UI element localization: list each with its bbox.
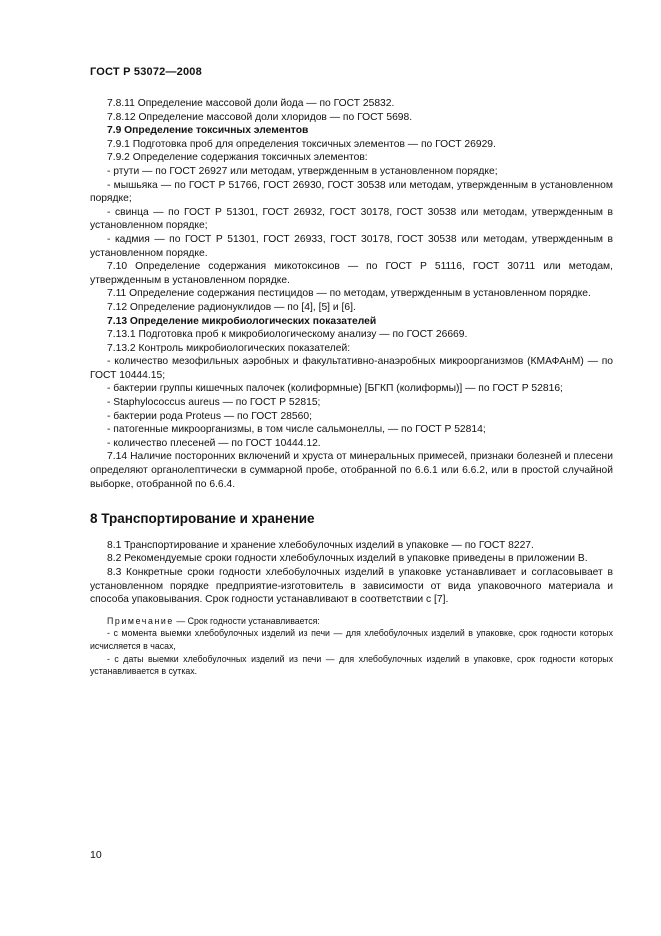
paragraph: - количество мезофильных аэробных и факультативно-анаэробных микроорганизмов (КМАФАнМ) — по ГОСТ 10444.15;	[90, 356, 613, 381]
section-8-heading: 8 Транспортирование и хранение	[90, 511, 315, 527]
paragraph: 7.14 Наличие посторонних включений и хруста от минеральных примесей, признаки болезней и плесени определяют органолептически в суммарной пробе, отобранной по 6.6.1 или 6.6.2, или в простой случайной выборке, отобранной по 6.6.4.	[90, 451, 613, 490]
paragraph: - мышьяка — по ГОСТ Р 51766, ГОСТ 26930, ГОСТ 30538 или методам, утвержденным в установленном порядке;	[90, 179, 613, 205]
paragraph: - свинца — по ГОСТ Р 51301, ГОСТ 26932, ГОСТ 30178, ГОСТ 30538 или методам, утвержденным в установленном порядке;	[90, 206, 613, 232]
paragraph: 7.8.11 Определение массовой доли йода — по ГОСТ 25832.	[107, 98, 395, 109]
paragraph: - Staphylococcus aureus — по ГОСТ Р 52815;	[107, 397, 321, 409]
note	[90, 615, 613, 628]
paragraph-8-3: 8.3 Конкретные сроки годности хлебобулочных изделий в упаковке устанавливает и согласовывает в установленном порядке предприятие-изготовитель в зависимости от вида упаковочного материала и способа упаковывания. Срок годности устанавливают в соответствии с [7].	[90, 567, 613, 606]
page-body	[90, 97, 613, 678]
paragraph: 7.9.2 Определение содержания токсичных элементов:	[107, 152, 368, 164]
paragraph: 7.12 Определение радионуклидов — по [4], [5] и [6].	[107, 301, 356, 313]
paragraph: 7.13.2 Контроль микробиологических показателей:	[107, 342, 351, 354]
paragraph-8-2: 8.2 Рекомендуемые сроки годности хлебобулочных изделий в упаковке приведены в приложении В.	[107, 553, 588, 565]
note-item: - с момента выемки хлебобулочных изделий из печи — для хлебобулочных изделий в упаковке, срок годности которых исчисляется в часах,	[90, 628, 613, 651]
paragraph: 7.11 Определение содержания пестицидов — по методам, утвержденным в установленном порядке.	[107, 288, 591, 300]
page-number: 10	[90, 849, 102, 861]
paragraph: - патогенные микроорганизмы, в том числе сальмонеллы, — по ГОСТ Р 52814;	[107, 424, 486, 436]
note-label: Примечание	[107, 615, 174, 626]
note-text: — Срок годности устанавливается:	[173, 615, 320, 626]
paragraph: - бактерии рода Proteus — по ГОСТ 28560;	[107, 410, 312, 422]
paragraph: - количество плесеней — по ГОСТ 10444.12.	[107, 437, 321, 449]
paragraph: 7.9.1 Подготовка проб для определения токсичных элементов — по ГОСТ 26929.	[107, 138, 496, 150]
note-item: - с даты выемки хлебобулочных изделий из печи — для хлебобулочных изделий в упаковке, срок годности которых устанавливается в сутках.	[90, 653, 613, 677]
paragraph: - кадмия — по ГОСТ Р 51301, ГОСТ 26933, ГОСТ 30178, ГОСТ 30538 или методам, утвержденным в установленном порядке.	[90, 233, 613, 259]
paragraph: 7.13.1 Подготовка проб к микробиологическому анализу — по ГОСТ 26669.	[107, 329, 468, 341]
paragraph: 7.8.12 Определение массовой доли хлоридов — по ГОСТ 5698.	[107, 111, 413, 123]
subsection-heading: 7.13 Определение микробиологических показателей	[107, 315, 377, 327]
section-7-content	[90, 97, 613, 491]
paragraph: - ртути — по ГОСТ 26927 или методам, утвержденным в установленном порядке;	[107, 165, 498, 177]
paragraph-8-1: 8.1 Транспортирование и хранение хлебобулочных изделий в упаковке — по ГОСТ 8227.	[107, 539, 534, 551]
paragraph: 7.10 Определение содержания микотоксинов — по ГОСТ Р 51116, ГОСТ 30711 или методам, утвержденным в установленном порядке.	[90, 261, 613, 286]
document-code-header: ГОСТ Р 53072—2008	[90, 66, 202, 78]
subsection-heading: 7.9 Определение токсичных элементов	[107, 125, 309, 137]
paragraph: - бактерии группы кишечных палочек (колиформные) [БГКП (колиформы)] — по ГОСТ Р 52816;	[107, 383, 563, 395]
